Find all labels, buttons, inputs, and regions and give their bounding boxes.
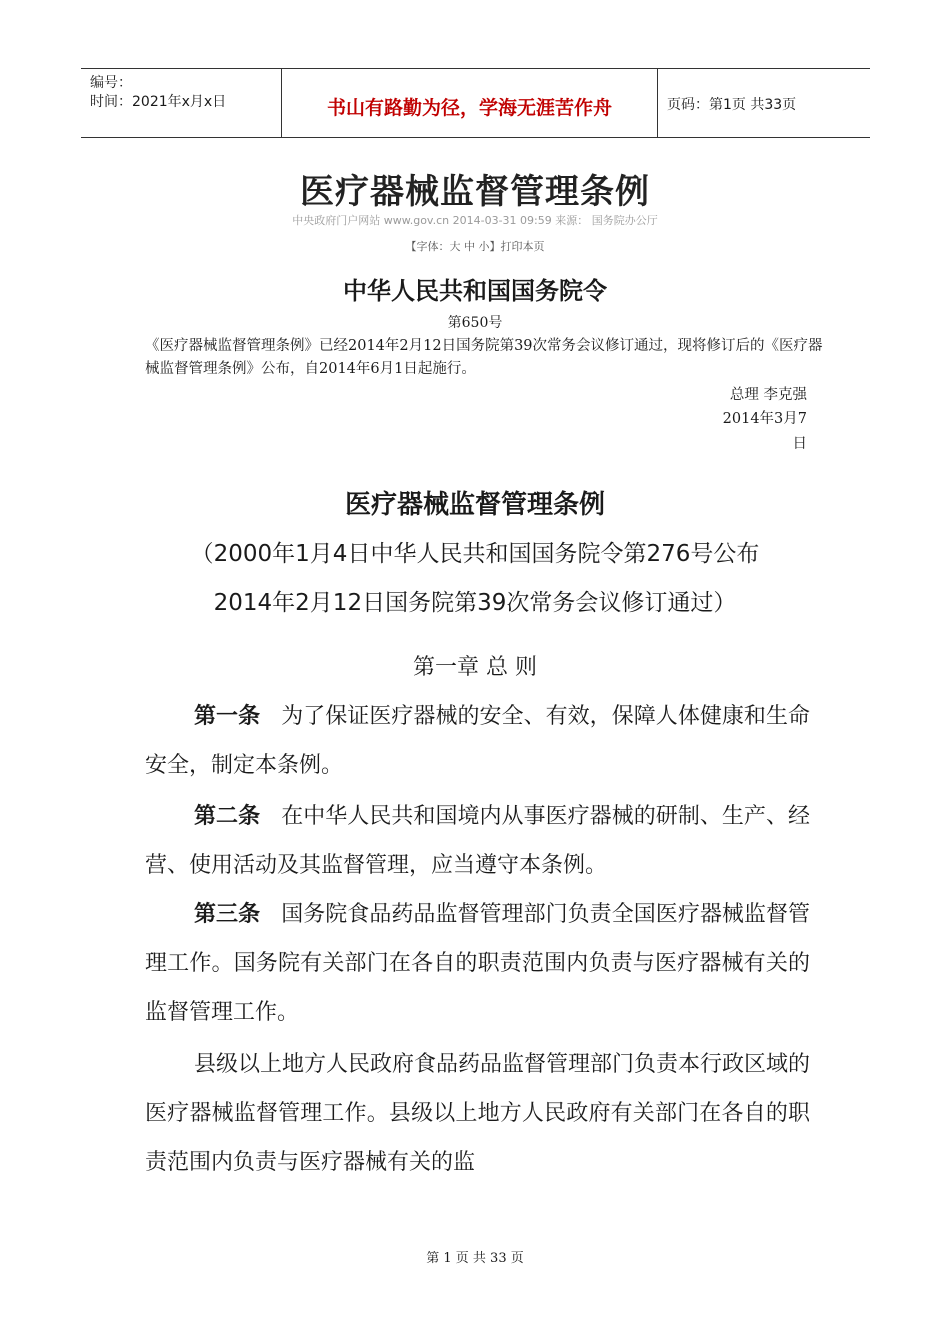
page-footer: 第 1 页 共 33 页 xyxy=(426,1251,524,1266)
signer: 总理 李克强 xyxy=(729,387,807,403)
motto: 书山有路勤为径，学海无涯苦作舟 xyxy=(326,97,612,119)
sign-date-line1: 2014年3月7 xyxy=(722,411,807,427)
article-3 xyxy=(145,890,810,1037)
page-title: 医疗器械监督管理条例 xyxy=(300,172,650,212)
intro-text: 《医疗器械监督管理条例》已经2014年2月12日国务院第39次常务会议修订通过，现将修订后的《医疗器械监督管理条例》公布，自2014年6月1日起施行。 xyxy=(145,338,823,377)
source-line: 中央政府门户网站 www.gov.cn 2014-03-31 09:59 来源： 国务院办公厅 xyxy=(292,214,658,227)
article-label: 第一条 xyxy=(194,704,261,729)
serial-label: 编号： xyxy=(90,75,132,91)
sign-date-line2: 日 xyxy=(792,436,807,452)
article-1 xyxy=(145,692,810,790)
article-text: 为了保证医疗器械的安全、有效，保障人体健康和生命安全，制定本条例。 xyxy=(145,704,810,778)
chapter-heading: 第一章 总 则 xyxy=(413,655,537,680)
regulation-subtitle-2: 2014年2月12日国务院第39次常务会议修订通过） xyxy=(213,590,737,616)
article-label: 第三条 xyxy=(194,902,261,927)
regulation-subtitle-1: （2000年1月4日中华人民共和国国务院令第276号公布 xyxy=(190,541,760,567)
header-table xyxy=(81,68,870,138)
article-text: 在中华人民共和国境内从事医疗器械的研制、生产、经营、使用活动及其监督管理，应当遵守本条例。 xyxy=(145,804,810,878)
header-page-cell xyxy=(658,69,870,137)
article-2 xyxy=(145,792,810,890)
time-label: 时间：2021年x月x日 xyxy=(90,94,227,110)
font-size-links[interactable]: 【字体：大 中 小】打印本页 xyxy=(405,240,545,253)
header-info-cell xyxy=(81,69,282,137)
header-motto-cell xyxy=(282,69,658,137)
article-text: 国务院食品药品监督管理部门负责全国医疗器械监督管理工作。国务院有关部门在各自的职责范围内负责与医疗器械有关的监督管理工作。 xyxy=(145,902,810,1025)
regulation-title: 医疗器械监督管理条例 xyxy=(344,490,605,520)
article-label: 第二条 xyxy=(194,804,261,829)
paragraph-4: 县级以上地方人民政府食品药品监督管理部门负责本行政区域的医疗器械监督管理工作。县级以上地方人民政府有关部门在各自的职责范围内负责与医疗器械有关的监 xyxy=(145,1052,811,1175)
decree-title: 中华人民共和国国务院令 xyxy=(343,277,607,305)
page-number-label: 页码：第1页 共33页 xyxy=(667,97,797,113)
decree-number: 第650号 xyxy=(447,315,503,331)
